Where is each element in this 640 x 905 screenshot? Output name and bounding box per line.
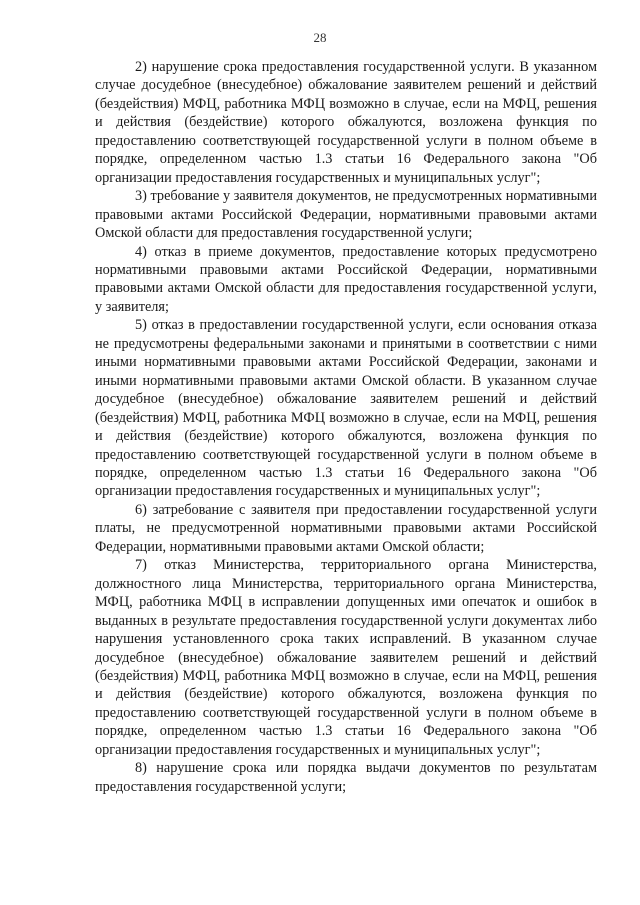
paragraph-item-4: 4) отказ в приеме документов, предоставление которых предусмотрено нормативными правовыми актами Российской Федерации, нормативными правовыми актами Омской области для предоставления государственной услуги, у заявителя; (95, 243, 597, 315)
paragraph-item-3: 3) требование у заявителя документов, не предусмотренных нормативными правовыми актами Российской Федерации, нормативными правовыми актами Омской области для предоставления государственной услуги; (95, 188, 597, 242)
document-body (95, 58, 597, 796)
paragraph-item-5: 5) отказ в предоставлении государственной услуги, если основания отказа не предусмотрены федеральными законами и принятыми в соответствии с ними иными нормативными правовыми актами Российской Федерации, законами и иными нормативными правовыми актами Омской области. В указанном случае досудебное (внесудебное) обжалование заявителем решений и действий (бездействия) МФЦ, работника МФЦ возможно в случае, если на МФЦ, решения и действия (бездействие) которого обжалуются, возложена функция по предоставлению соответствующей государственной услуги в полном объеме в порядке, определенном частью 1.3 статьи 16 Федерального закона "Об организации предоставления государственных и муниципальных услуг"; (95, 317, 597, 500)
paragraph-item-2: 2) нарушение срока предоставления государственной услуги. В указанном случае досудебное (внесудебное) обжалование заявителем решений и действий (бездействия) МФЦ, работника МФЦ возможно в случае, если на МФЦ, решения и действия (бездействие) которого обжалуются, возложена функция по предоставлению соответствующей государственной услуги в полном объеме в порядке, определенном частью 1.3 статьи 16 Федерального закона "Об организации предоставления государственных и муниципальных услуг"; (95, 59, 597, 186)
paragraph-item-7: 7) отказ Министерства, территориального органа Министерства, должностного лица Министерства, территориального органа Министерства, МФЦ, работника МФЦ в исправлении допущенных ими опечаток и ошибок в выданных в результате предоставления государственной услуги документах либо нарушения установленного срока таких исправлений. В указанном случае досудебное (внесудебное) обжалование заявителем решений и действий (бездействия) МФЦ, работника МФЦ возможно в случае, если на МФЦ, решения и действия (бездействие) которого обжалуются, возложена функция по предоставлению соответствующей государственной услуги в полном объеме в порядке, определенном частью 1.3 статьи 16 Федерального закона "Об организации предоставления государственных и муниципальных услуг"; (95, 557, 597, 758)
paragraph-item-8: 8) нарушение срока или порядка выдачи документов по результатам предоставления государственной услуги; (95, 760, 597, 795)
page-number: 28 (313, 30, 327, 45)
paragraph-item-6: 6) затребование с заявителя при предоставлении государственной услуги платы, не предусмотренной нормативными правовыми актами Российской Федерации, нормативными правовыми актами Омской области; (95, 501, 597, 555)
